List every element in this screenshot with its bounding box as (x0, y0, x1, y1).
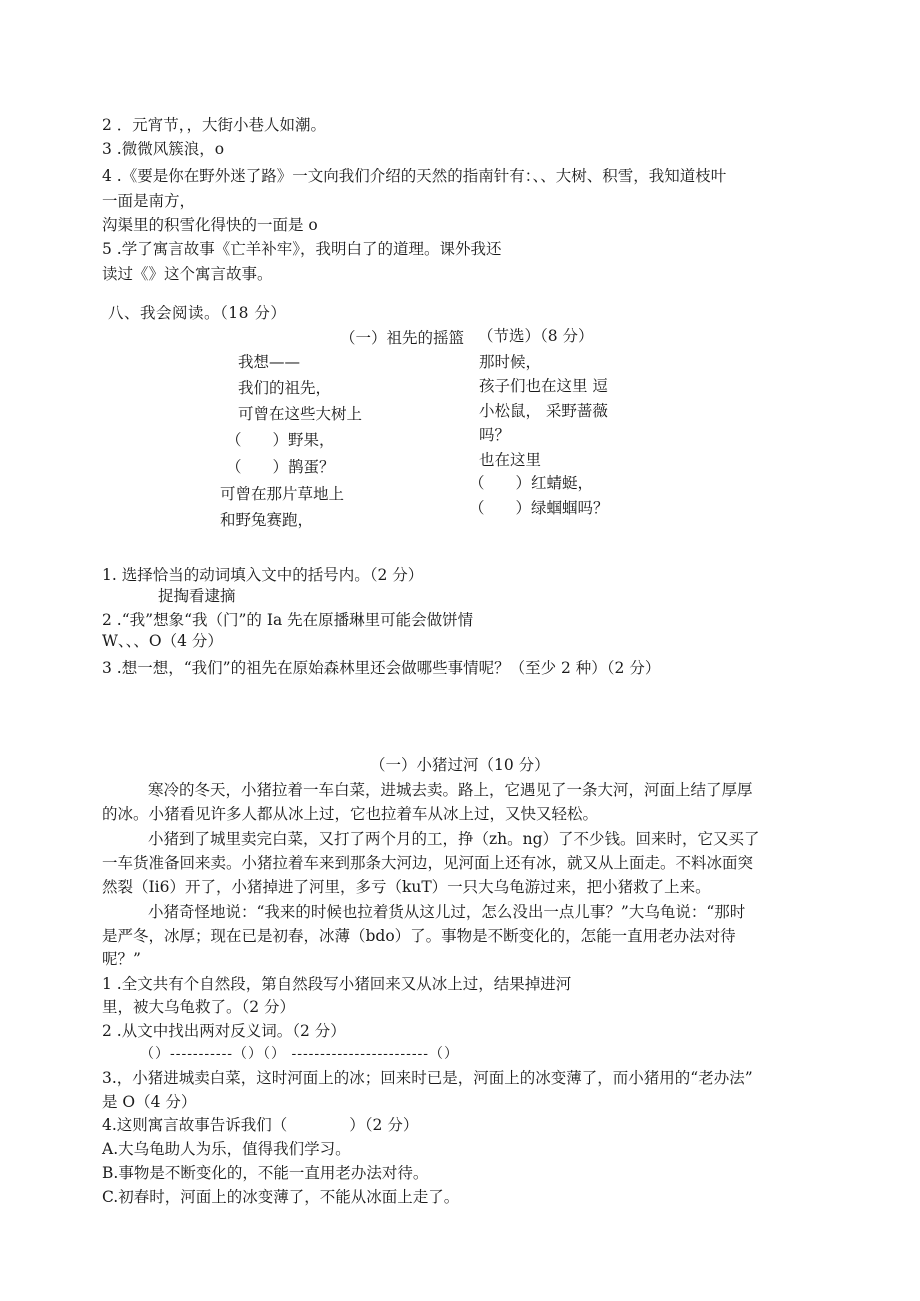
poem-line: 那时候， (479, 353, 542, 371)
poem-line: （ ）鹊蛋？ (226, 458, 335, 476)
poem-question-1: 1. 选择恰当的动词填入文中的括号内。（2 分） (102, 566, 424, 584)
question-5-line1: 5 .学了寓言故事《亡羊补牢》，我明白了的道理。课外我还 (102, 240, 502, 258)
antonym-blanks: （）-----------（）（） ------------------------（） (140, 1046, 460, 1062)
question-3: 3 .微微风簇浪，o (102, 140, 225, 158)
poem-line: 可曾在那片草地上 (220, 485, 345, 503)
poem-question-2-line2: W、、、O（4 分） (102, 632, 223, 650)
story-title: （一）小猪过河（10 分） (370, 756, 550, 774)
option-a: A.大乌龟助人为乐，值得我们学习。 (102, 1140, 351, 1158)
question-2: 2 ．元宵节，，大街小巷人如潮。 (102, 116, 327, 134)
story-paragraph-3-line2: 是严冬，冰厚；现在已是初春，冰薄（bdo）了。事物是不断变化的，怎能一直用老办法对待 (102, 927, 736, 945)
poem-line: （ ）红蜻蜓， (469, 474, 594, 492)
story-paragraph-2-line3: 然裂（Ii6）开了，小猪掉进了河里，多亏（kuT）一只大乌龟游过来，把小猪救了上来。 (102, 878, 711, 896)
poem-title-note: （节选）（8 分） (478, 327, 594, 345)
poem-line: 吗？ (479, 426, 511, 444)
reading-section-heading: 八、我会阅读。（18 分） (108, 304, 287, 322)
poem-question-3: 3 .想一想，“我们”的祖先在原始森林里还会做哪些事情呢？（至少 2 种）（2 分） (102, 659, 661, 677)
story-paragraph-3-line3: 呢？” (102, 950, 141, 968)
story-question-4: 4.这则寓言故事告诉我们（ ）（2 分） (102, 1116, 419, 1134)
poem-title: （一）祖先的摇篮 (340, 329, 465, 347)
story-question-1-line1: 1 .全文共有个自然段，第自然段写小猪回来又从冰上过，结果掉进河 (102, 975, 572, 993)
poem-line: 也在这里 (479, 451, 542, 469)
poem-line: （ ）野果， (226, 431, 335, 449)
story-paragraph-2-line1: 小猪到了城里卖完白菜，又打了两个月的工，挣（zh。ng）了不少钱。回来时，它又买了 (148, 830, 760, 848)
option-b: B.事物是不断变化的，不能一直用老办法对待。 (102, 1164, 429, 1182)
question-4-line2: 一面是南方， (102, 192, 196, 210)
question-4-line3: 沟渠里的积雪化得快的一面是 o (102, 216, 318, 234)
poem-line: 小松鼠， 采野蔷薇 (479, 402, 608, 420)
story-paragraph-3-line1: 小猪奇怪地说：“我来的时候也拉着货从这儿过，怎么没出一点儿事？”大乌龟说：“那时 (148, 903, 746, 921)
poem-line: 可曾在这些大树上 (238, 405, 363, 423)
story-paragraph-2-line2: 一车货准备回来卖。小猪拉着车来到那条大河边，见河面上还有冰，就又从上面走。不料冰面突 (102, 854, 754, 872)
poem-line: 孩子们也在这里 逗 (479, 377, 608, 395)
poem-line: 我想—— (238, 353, 301, 371)
question-4-line1: 4 .《要是你在野外迷了路》一文向我们介绍的天然的指南针有：、、大树、积雪，我知道枝叶 (102, 167, 727, 185)
poem-question-2-line1: 2 .“我”想象“我（门”的 Ia 先在原播琳里可能会做饼情 (102, 611, 474, 629)
story-question-3-line1: 3.，小猪进城卖白菜，这时河面上的冰；回来时已是，河面上的冰变薄了，而小猪用的“老办法” (102, 1069, 753, 1087)
story-question-2: 2 .从文中找出两对反义词。（2 分） (102, 1022, 346, 1040)
question-5-line2: 读过《》这个寓言故事。 (102, 265, 273, 283)
poem-question-1-words: 捉掏看逮摘 (158, 587, 236, 605)
story-question-1-line2: 里，被大乌龟救了。（2 分） (102, 998, 296, 1016)
poem-line: 和野兔赛跑， (220, 511, 314, 529)
story-question-3-line2: 是 O（4 分） (102, 1093, 197, 1111)
story-paragraph-1-line1: 寒冷的冬天，小猪拉着一车白菜，进城去卖。路上，它遇见了一条大河，河面上结了厚厚 (148, 781, 753, 799)
poem-line: 我们的祖先， (238, 379, 332, 397)
option-c: C.初春时，河面上的冰变薄了，不能从冰面上走了。 (102, 1188, 460, 1206)
story-paragraph-1-line2: 的冰。小猪看见许多人都从冰上过，它也拉着车从冰上过，又快又轻松。 (102, 805, 599, 823)
poem-line: （ ）绿蝈蝈吗？ (469, 499, 609, 517)
